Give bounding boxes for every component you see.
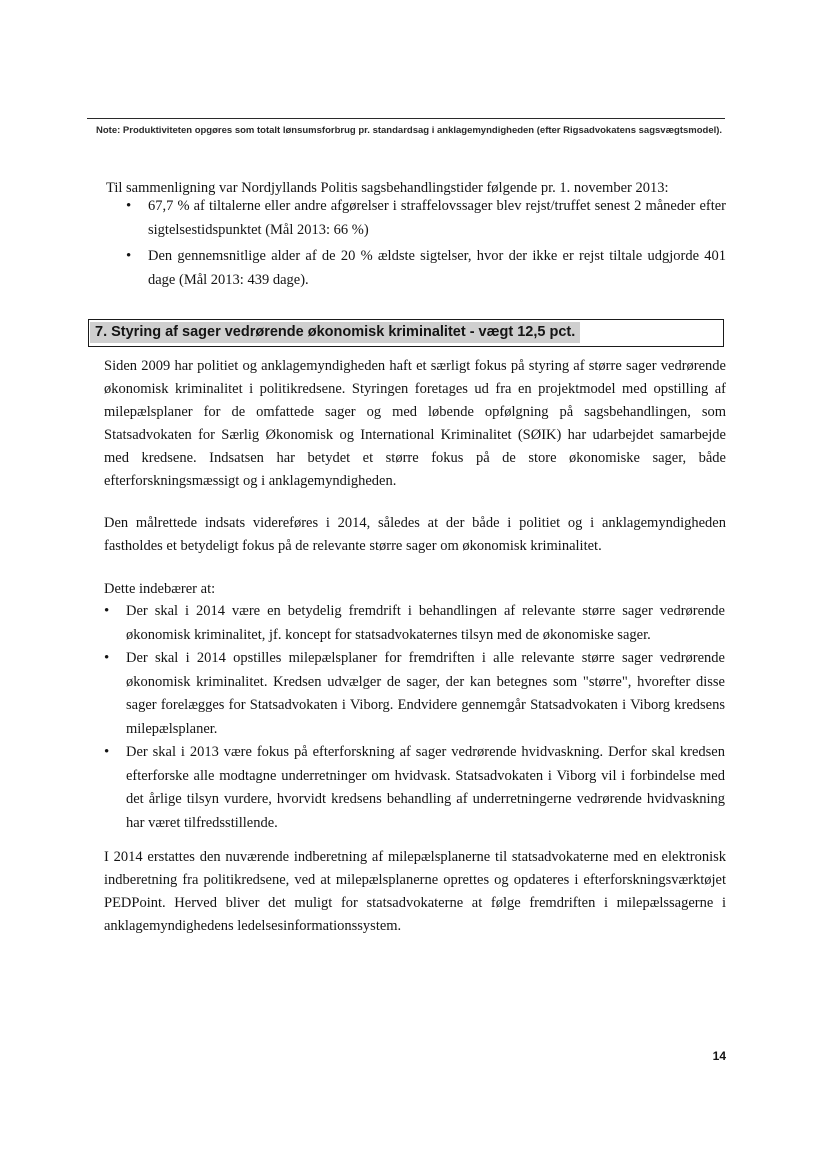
list-item [104, 600, 725, 647]
paragraph-continuation: Den målrettede indsats videreføres i 2014, således at der både i politiet og i anklagemyndigheden fastholdes et betydeligt fokus på de relevante større sager om økonomisk kriminalitet. [104, 515, 726, 554]
list-item-text: Der skal i 2014 være en betydelig fremdrift i behandlingen af relevante større sager vedrørende økonomisk kriminalitet, jf. koncept for statsadvokaternes tilsyn med de økonomiske sager. [126, 603, 725, 643]
bullet-icon: • [104, 744, 110, 760]
implication-list [104, 600, 725, 835]
list-item [104, 647, 725, 741]
intro-sentence: Til sammenligning var Nordjyllands Politis sagsbehandlingstider følgende pr. 1. november 2013: [106, 180, 669, 196]
page-number: 14 [712, 1049, 726, 1063]
list-item-text: Der skal i 2013 være fokus på efterforskning af sager vedrørende hvidvaskning. Derfor skal kredsen efterforske alle modtagne underretninger om hvidvask. Statsadvokaten i Viborg vil i forbindelse med det årlige tilsyn vurdere, hvorvidt kredsens behandling af underretningerne vedrørende hvidvaskning har været tilfredsstillende. [126, 744, 725, 831]
section-heading: 7. Styring af sager vedrørende økonomisk kriminalitet - vægt 12,5 pct. [90, 322, 580, 343]
note-separator-rule [87, 118, 725, 119]
bullet-icon: • [126, 248, 132, 264]
case-processing-stats-list [126, 195, 726, 295]
paragraph-background: Siden 2009 har politiet og anklagemyndigheden haft et særligt fokus på styring af større sager vedrørende økonomisk kriminalitet i politikredsene. Styringen foretages ud fra en projektmodel med opstilling af milepælsplaner for de omfattede sager og med løbende opfølgning på sagsbehandlingen, som Statsadvokaten for Særlig Økonomisk og International Kriminalitet (SØIK) har udarbejdet samarbejde med kredsene. Indsatsen har betydet et større fokus på de store økonomiske sager, både efterforskningsmæssigt og i anklagemyndigheden. [104, 358, 726, 489]
section-heading-box [88, 319, 724, 347]
list-item-text: Den gennemsnitlige alder af de 20 % ældste sigtelser, hvor der ikke er rejst tiltale udgjorde 401 dage (Mål 2013: 439 dage). [148, 248, 726, 288]
bullet-icon: • [104, 650, 110, 666]
list-item-text: 67,7 % af tiltalerne eller andre afgørelser i straffelovssager blev rejst/truffet senest 2 måneder efter sigtelsestidspunktet (Mål 2013: 66 %) [148, 198, 726, 238]
bullet-icon: • [126, 198, 132, 214]
paragraph-implication-lead: Dette indebærer at: [104, 581, 216, 597]
list-item [126, 195, 726, 242]
table-note: Note: Produktiviteten opgøres som totalt lønsumsforbrug pr. standardsag i anklagemyndigheden (efter Rigsadvokatens sagsvægtsmodel). [96, 125, 723, 136]
list-item [126, 245, 726, 292]
bullet-icon: • [104, 603, 110, 619]
paragraph-electronic-reporting: I 2014 erstattes den nuværende indberetning af milepælsplanerne til statsadvokaterne med en elektronisk indberetning fra politikredsene, ved at milepælsplanerne oprettes og opdateres i efterforskningsværktøjet PEDPoint. Herved bliver det muligt for statsadvokaterne at følge fremdriften i milepælssagerne i anklagemyndighedens ledelsesinformationssystem. [104, 849, 726, 934]
list-item-text: Der skal i 2014 opstilles milepælsplaner for fremdriften i alle relevante større sager vedrørende økonomisk kriminalitet. Kredsen udvælger de sager, der kan betegnes som "større", hvorefter disse sager forelægges for Statsadvokaten i Viborg. Endvidere gennemgår Statsadvokaten i Viborg kredsens milepælsplaner. [126, 650, 725, 737]
list-item [104, 741, 725, 835]
